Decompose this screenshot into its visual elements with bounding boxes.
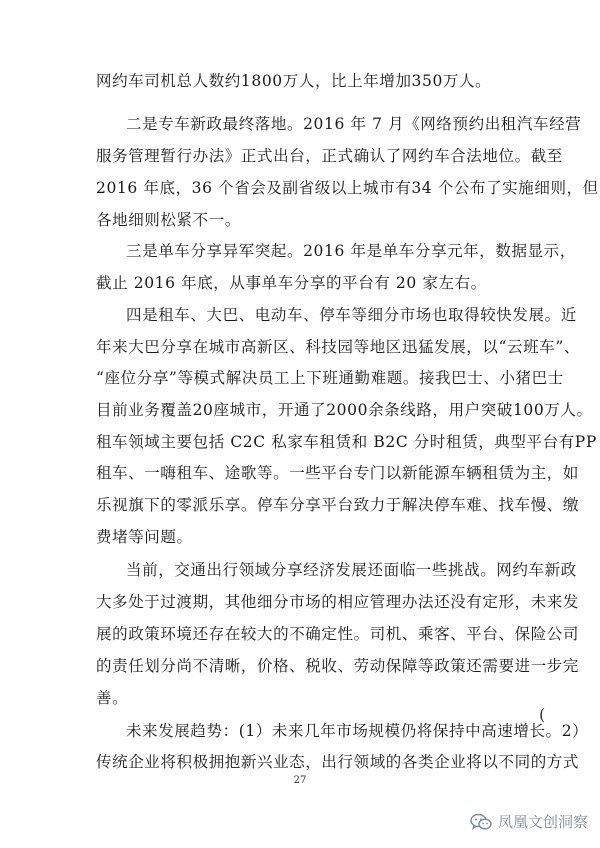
text-line: 四是租车、大巴、电动车、停车等细分市场也取得较快发展。近 — [126, 306, 577, 324]
page-number: 27 — [293, 775, 307, 786]
text-line: 租车、一嗨租车、途歌等。一些平台专门以新能源车辆租赁为主，如 — [96, 464, 580, 482]
wechat-icon — [470, 813, 492, 831]
text-line: 传统企业将积极拥抱新兴业态，出行领域的各类企业将以不同的方式 — [96, 753, 580, 771]
text-line: 展的政策环境还存在较大的不确定性。司机、乘客、平台、保险公司 — [96, 625, 580, 643]
text-line: 各地细则松紧不一。 — [96, 211, 241, 229]
text-line: 网约车司机总人数约1800万人，比上年增加350万人。 — [96, 72, 492, 90]
text-line: 目前业务覆盖20座城市，开通了2000余条线路，用户突破100万人。 — [96, 401, 593, 419]
text-line: “座位分享”等模式解决员工上下班通勤难题。接我巴士、小猪巴士 — [96, 369, 564, 387]
watermark-text: 凤凰文创洞察 — [497, 813, 588, 831]
text-line: 乐视旗下的零派乐享。停车分享平台致力于解决停车难、找车慢、缴 — [96, 496, 580, 514]
text-line: 未来发展趋势：(1）未来几年市场规模仍将保持中高速增长。2） — [126, 722, 589, 740]
text-line: 服务管理暂行办法》正式出台，正式确认了网约车合法地位。截至 — [96, 147, 563, 165]
text-line: 租车领域主要包括 C2C 私家车租赁和 B2C 分时租赁，典型平台有PP — [96, 433, 597, 451]
text-line: 的责任划分尚不清晰，价格、税收、劳动保障等政策还需要进一步完 — [96, 657, 580, 675]
text-line: 三是单车分享异军突起。2016 年是单车分享元年，数据显示， — [126, 242, 576, 260]
watermark — [470, 811, 588, 832]
text-line: 善。 — [96, 689, 129, 707]
text-line: 2016 年底，36 个省会及副省级以上城市有34 个公布了实施细则，但 — [96, 179, 599, 197]
text-line: 截止 2016 年底，从事单车分享的平台有 20 家左右。 — [96, 274, 487, 292]
text-line: 大多处于过渡期，其他细分市场的相应管理办法还没有定形，未来发 — [96, 593, 580, 611]
text-line: 二是专车新政最终落地。2016 年 7 月《网络预约出租汽车经营 — [126, 115, 582, 133]
stray-mark: ( — [539, 705, 546, 724]
text-line: 年来大巴分享在城市高新区、科技园等地区迅猛发展，以“云班车”、 — [96, 338, 580, 356]
text-line: 费堵等问题。 — [96, 528, 193, 546]
text-line: 当前，交通出行领域分享经济发展还面临一些挑战。网约车新政 — [126, 561, 577, 579]
